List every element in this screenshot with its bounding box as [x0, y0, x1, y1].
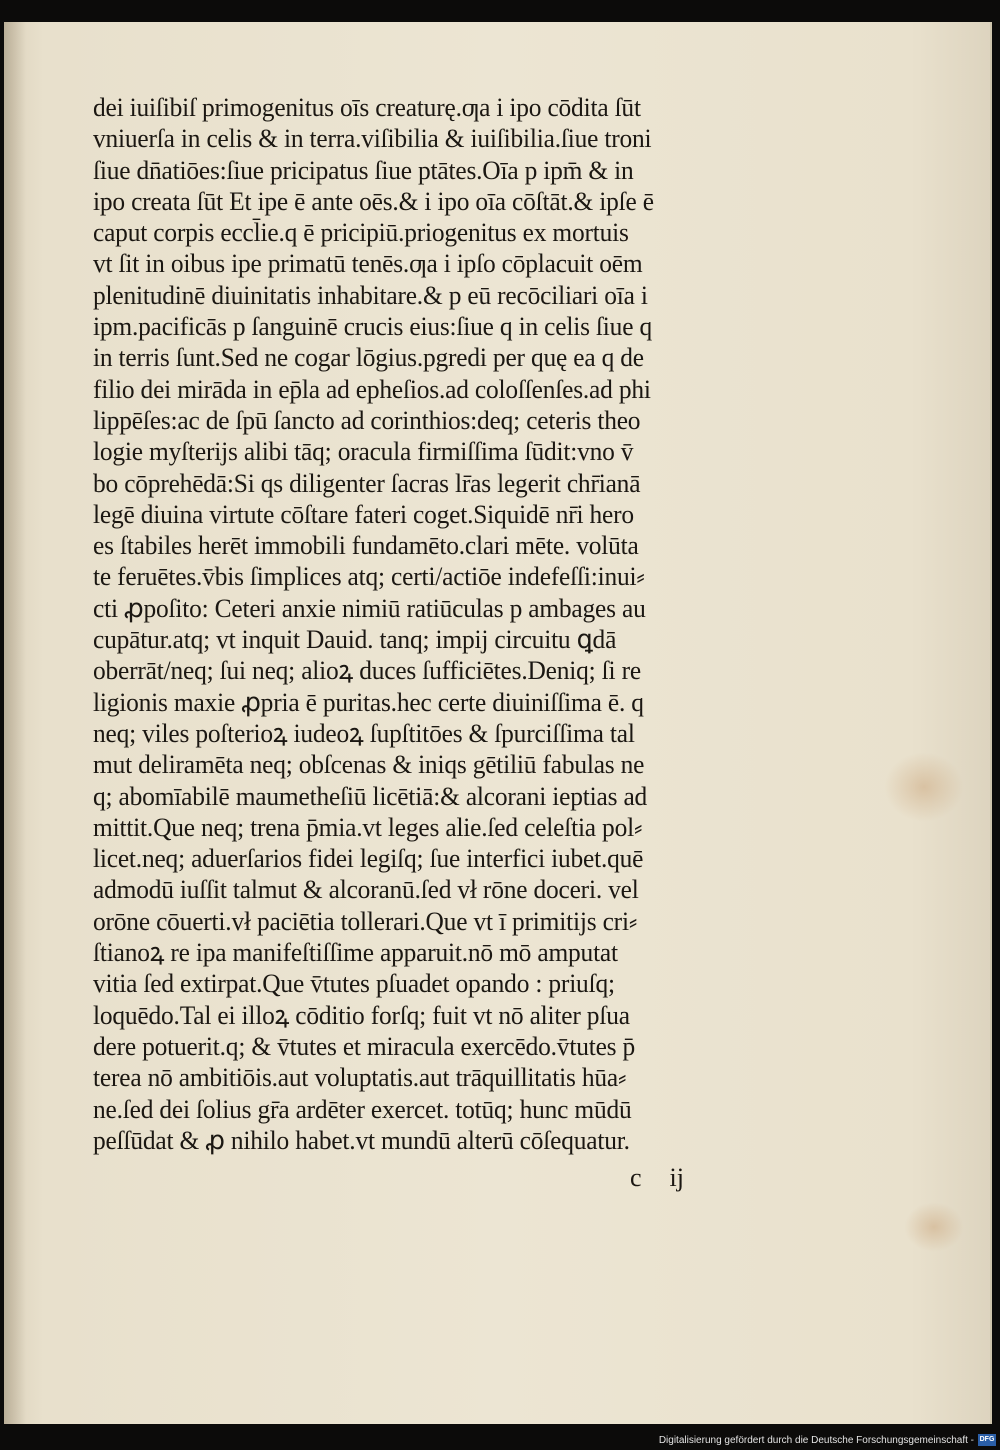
text-line: vitia ſed extirpat.Que v̄tutes pſuadet opando : priuſq; — [93, 969, 615, 999]
text-line: cupātur.atq; vt inquit Dauid. tanq; impij circuitu ꝗdā — [93, 625, 617, 655]
dfg-logo: DFG — [978, 1434, 996, 1446]
text-line: loquēdo.Tal ei illoꝝ cōditio forſq; fuit vt nō aliter pſua — [93, 1000, 630, 1030]
text-line: cti ꝓpoſito: Ceteri anxie nimiū ratiūculas p ambages au — [93, 593, 646, 623]
spine-shadow — [4, 22, 26, 1424]
text-line: ſiue dn̄atiōes:ſiue pricipatus ſiue ptātes.Oīa p ipm̄ & in — [93, 155, 634, 185]
signature-mark — [630, 1163, 712, 1193]
text-line: q; abomīabilē maumetheſiū licētiā:& alcorani ieptias ad — [93, 781, 648, 811]
text-line: terea nō ambitiōis.aut voluptatis.aut trāquillitatis hūa⸗ — [93, 1063, 627, 1093]
signature-numeral: ij — [669, 1163, 684, 1192]
text-line: plenitudinē diuinitatis inhabitare.& p eū recōciliari oīa i — [93, 280, 648, 310]
paper-stain — [904, 1202, 964, 1252]
text-line: vniuerſa in celis & in terra.viſibilia & iuiſibilia.ſiue troni — [93, 124, 652, 154]
text-line: vt ſit in oibus ipe primatū tenēs.ƣa i ipſo cōplacuit oēm — [93, 249, 643, 279]
text-line: dei iuiſibiſ primogenitus oīs creaturę.ƣa i ipo cōdita ſūt — [93, 93, 641, 122]
text-line: mittit.Que neq; trena p̄mia.vt leges alie.ſed celeſtia pol⸗ — [93, 812, 643, 842]
text-line: logie myſterijs alibi tāq; oracula firmiſſima ſūdit:vno v̄ — [93, 437, 634, 467]
text-line: filio dei mirāda in ep̄la ad epheſios.ad coloſſenſes.ad phi — [93, 374, 651, 404]
text-line: ipm.pacificās p ſanguinē crucis eius:ſiue q in celis ſiue q — [93, 312, 652, 342]
paper-stain — [884, 752, 964, 822]
text-line: te feruētes.v̄bis ſimplices atq; certi/actiōe indefeſſi:inui⸗ — [93, 562, 645, 592]
text-line: lippēſes:ac de ſpū ſancto ad corinthios:deq; ceteris theo — [93, 405, 641, 435]
funding-credit: Digitalisierung gefördert durch die Deutsche Forschungsgemeinschaft - — [658, 1435, 974, 1446]
text-line: bo cōprehēdā:Si qs diligenter ſacras lr̄as legerit chr̄ianā — [93, 468, 641, 498]
text-line: es ſtabiles herēt immobili fundamēto.clari mēte. volūta — [93, 531, 639, 561]
footer-bar — [0, 1426, 1000, 1450]
signature-letter: c — [630, 1163, 642, 1192]
text-line: peſſūdat & ꝓ nihilo habet.vt mundū alterū cōſequatur. — [93, 1125, 630, 1155]
text-line: licet.neq; aduerſarios fidei legiſq; ſue interfici iubet.quē — [93, 844, 644, 874]
text-line: in terris ſunt.Sed ne cogar lōgius.pgredi per quę ea q de — [93, 343, 644, 373]
text-line: legē diuina virtute cōſtare fateri coget.Siquidē nr̄i hero — [93, 499, 634, 529]
text-line: caput corpis eccl̄ie.q ē pricipiū.priogenitus ex mortuis — [93, 218, 629, 248]
text-line: ligionis maxie ꝓpria ē puritas.hec certe diuiniſſima ē. q — [93, 687, 644, 717]
text-line: ſtianoꝝ re ipa manifeſtiſſime apparuit.nō mō amputat — [93, 938, 618, 968]
text-line: mut deliramēta neq; obſcenas & iniqs gētiliū fabulas ne — [93, 750, 645, 780]
text-line: ipo creata ſūt Et ipe ē ante oēs.& i ipo oīa cōſtāt.& ipſe ē — [93, 186, 654, 216]
text-line: dere potuerit.q; & v̄tutes et miracula exercēdo.v̄tutes p̄ — [93, 1031, 636, 1061]
text-line: ne.ſed dei ſolius gr̄a ardēter exercet. totūq; hunc mūdū — [93, 1094, 632, 1124]
body-text — [93, 92, 773, 1156]
text-line: oberrāt/neq; ſui neq; alioꝝ duces ſufficiētes.Deniq; ſi re — [93, 656, 641, 686]
text-line: neq; viles poſterioꝝ iudeoꝝ ſupſtitōes & ſpurciſſima tal — [93, 718, 635, 748]
text-line: admodū iuſſit talmut & alcoranū.ſed vł rōne doceri. vel — [93, 875, 639, 905]
text-line: orōne cōuerti.vł paciētia tollerari.Que vt ī primitijs cri⸗ — [93, 906, 638, 936]
